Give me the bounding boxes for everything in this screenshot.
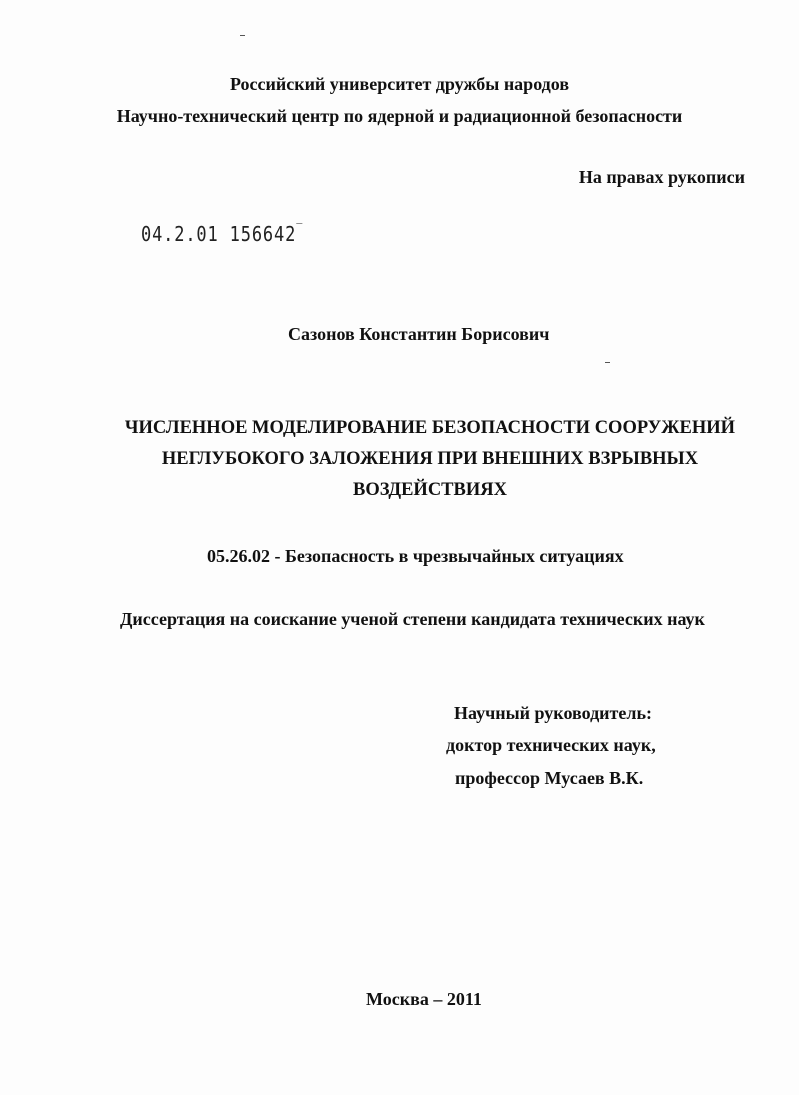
title-line: ЧИСЛЕННОЕ МОДЕЛИРОВАНИЕ БЕЗОПАСНОСТИ СООРУЖЕНИЙ [124, 418, 736, 438]
research-center-name: Научно-технический центр по ядерной и радиационной безопасности [116, 106, 683, 126]
supervisor-degree: доктор технических наук, [446, 735, 656, 755]
scan-speck [240, 35, 245, 36]
university-name: Российский университет дружбы народов [229, 74, 570, 94]
supervisor-label: Научный руководитель: [454, 703, 652, 723]
author-name: Сазонов Константин Борисович [288, 324, 550, 344]
rights-note: На правах рукописи [578, 167, 745, 187]
registration-number: 04.2.01 156642 [141, 222, 297, 246]
supervisor-name: профессор Мусаев В.К. [455, 768, 644, 788]
registration-stamp [141, 222, 303, 246]
city-year: Москва – 2011 [366, 989, 482, 1009]
scan-speck [605, 362, 610, 363]
dissertation-title [100, 413, 760, 506]
stamp-dash: ‾ [296, 222, 304, 236]
dissertation-type: Диссертация на соискание ученой степени кандидата технических наук [120, 609, 705, 629]
title-line: ВОЗДЕЙСТВИЯХ [353, 480, 507, 500]
title-line: НЕГЛУБОКОГО ЗАЛОЖЕНИЯ ПРИ ВНЕШНИХ ВЗРЫВНЫХ [161, 449, 699, 469]
specialty-code: 05.26.02 - Безопасность в чрезвычайных ситуациях [207, 546, 624, 566]
